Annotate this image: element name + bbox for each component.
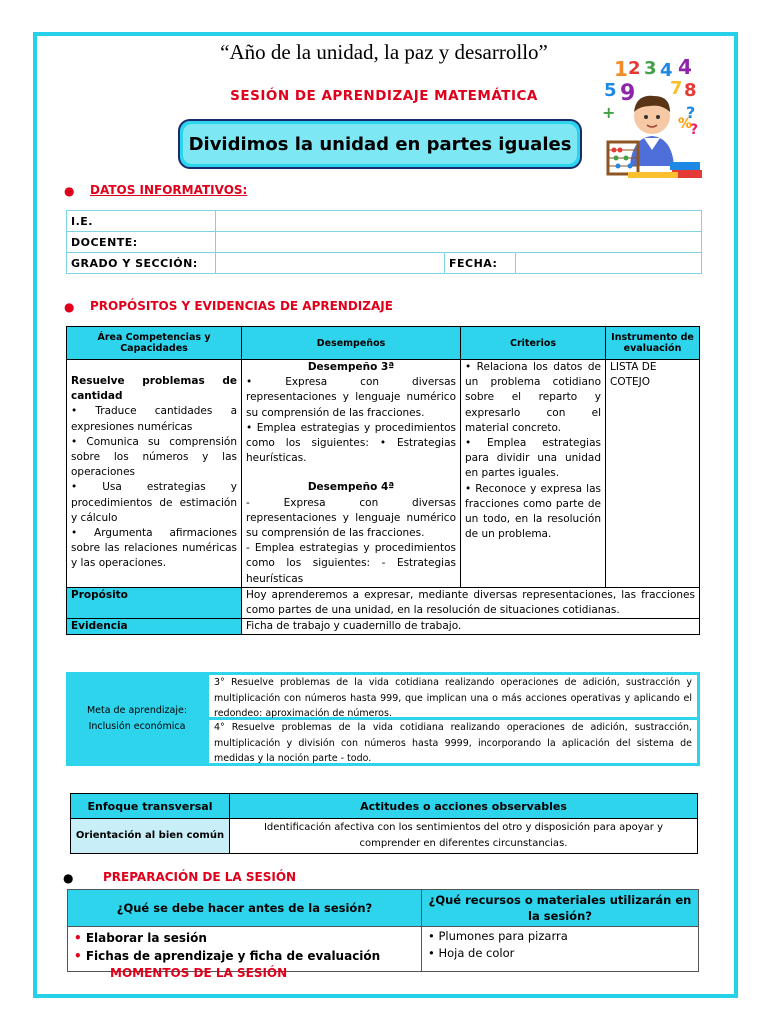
enfoque-header: Enfoque transversal xyxy=(71,794,230,819)
desempeno3-title: Desempeño 3ª xyxy=(307,361,395,373)
desempeno-item: • Expresa con diversas representaciones y lenguaje numérico su comprensión de las fracciones. xyxy=(246,376,456,419)
ie-label: I.E. xyxy=(67,211,216,232)
desempenos-cell xyxy=(242,360,461,588)
page-title: Dividimos la unidad en partes iguales xyxy=(188,133,572,155)
title-box xyxy=(178,119,582,169)
ie-field[interactable] xyxy=(216,211,702,232)
svg-text:2: 2 xyxy=(628,58,641,79)
antes-header: ¿Qué se debe hacer antes de la sesión? xyxy=(68,890,422,927)
svg-text:?: ? xyxy=(690,122,699,138)
meta-label-line2: Inclusión económica xyxy=(88,721,186,732)
momentos-heading: MOMENTOS DE LA SESIÓN xyxy=(110,966,288,980)
meta-label xyxy=(66,672,208,766)
bullet-dot-icon: ● xyxy=(63,871,74,885)
svg-text:4: 4 xyxy=(678,55,692,79)
svg-text:+: + xyxy=(602,103,616,122)
evidencia-label: Evidencia xyxy=(67,619,242,635)
enfoque-table xyxy=(70,793,698,854)
svg-text:7: 7 xyxy=(670,78,683,99)
fecha-label: FECHA: xyxy=(445,253,516,274)
svg-text:1: 1 xyxy=(614,57,628,81)
competencia-item: • Argumenta afirmaciones sobre las relaciones numéricas y las operaciones. xyxy=(71,527,237,570)
svg-text:%: % xyxy=(678,116,693,132)
proposito-label: Propósito xyxy=(67,587,242,618)
svg-text:3: 3 xyxy=(644,58,657,79)
bullet-dot-icon: ● xyxy=(64,184,75,198)
fecha-field[interactable] xyxy=(516,253,702,274)
svg-text:?: ? xyxy=(686,103,696,122)
antes-cell xyxy=(68,927,422,972)
grado-label: GRADO Y SECCIÓN: xyxy=(67,253,216,274)
criterio-item: • Relaciona los datos de un problema cotidiano sobre el reparto y expresarlo con el material concreto. xyxy=(465,361,601,434)
criterios-cell xyxy=(461,360,606,588)
competencia-title: Resuelve problemas de cantidad xyxy=(71,375,237,403)
svg-text:8: 8 xyxy=(684,80,697,101)
enfoque-text: Identificación afectiva con los sentimientos del otro y disposición para apoyar y comprender en diferentes circunstancias. xyxy=(230,819,698,854)
docente-label: DOCENTE: xyxy=(67,232,216,253)
session-subtitle: SESIÓN DE APRENDIZAJE MATEMÁTICA xyxy=(230,88,538,104)
recursos-cell xyxy=(422,927,699,972)
grado-field[interactable] xyxy=(216,253,445,274)
header-area: Área Competencias y Capacidades xyxy=(67,327,242,360)
antes-item: • Elaborar la sesión xyxy=(74,931,207,945)
preparacion-table xyxy=(67,889,699,972)
recurso-item: • Plumones para pizarra xyxy=(428,929,568,943)
motto: “Año de la unidad, la paz y desarrollo” xyxy=(220,40,548,64)
header-instrumento: Instrumento de evaluación xyxy=(606,327,700,360)
svg-text:9: 9 xyxy=(620,81,636,106)
bullet-dot-icon: ● xyxy=(64,300,75,314)
instrumento-cell: LISTA DE COTEJO xyxy=(606,360,700,588)
criterio-item: • Reconoce y expresa las fracciones como parte de un todo, en la resolución de un problema. xyxy=(465,482,601,541)
datos-heading: ● DATOS INFORMATIVOS: xyxy=(64,183,248,198)
desempeno-item: - Emplea estrategias y procedimientos como los siguientes: - Estrategias heurísticas xyxy=(246,542,456,585)
meta-label-line1: Meta de aprendizaje: xyxy=(86,705,188,716)
meta-block xyxy=(66,672,700,766)
datos-table xyxy=(66,210,702,274)
proposito-text: Hoy aprenderemos a expresar, mediante diversas representaciones, las fracciones como partes de una unidad, en la resolución de situaciones cotidianas. xyxy=(242,587,700,618)
meta-text-3: 3° Resuelve problemas de la vida cotidiana realizando operaciones de adición, sustracción y multiplicación con números hasta 999, que implican una o más acciones operativas y aplicando el redondeo: aproximación de números. xyxy=(208,674,698,718)
competencia-item: • Traduce cantidades a expresiones numéricas xyxy=(71,405,237,433)
preparacion-heading: ● PREPARACIÓN DE LA SESIÓN xyxy=(63,870,297,885)
header-desempenos: Desempeños xyxy=(242,327,461,360)
competencia-item: • Comunica su comprensión sobre los números y las operaciones xyxy=(71,435,237,479)
svg-text:4: 4 xyxy=(660,60,673,81)
criterio-item: • Emplea estrategias para dividir una unidad en partes iguales. xyxy=(465,437,601,480)
recurso-item: • Hoja de color xyxy=(428,946,515,960)
actitudes-header: Actitudes o acciones observables xyxy=(230,794,698,819)
competencia-cell xyxy=(67,360,242,588)
evidencia-text: Ficha de trabajo y cuadernillo de trabajo. xyxy=(242,619,700,635)
svg-text:5: 5 xyxy=(604,80,617,101)
propositos-heading: ● PROPÓSITOS Y EVIDENCIAS DE APRENDIZAJE xyxy=(64,299,393,314)
desempeno-item: • Emplea estrategias y procedimientos como los siguientes: • Estrategias heurísticas. xyxy=(246,421,456,465)
header-criterios: Criterios xyxy=(461,327,606,360)
numbers-kid-illustration xyxy=(598,54,706,184)
competencia-item: • Usa estrategias y procedimientos de estimación y cálculo xyxy=(71,481,237,524)
desempeno4-title: Desempeño 4ª xyxy=(307,481,395,494)
docente-field[interactable] xyxy=(216,232,702,253)
propositos-table xyxy=(66,326,700,635)
desempeno-item: - Expresa con diversas representaciones y lenguaje numérico su comprensión de las fracciones. xyxy=(246,496,456,540)
antes-item: • Fichas de aprendizaje y ficha de evaluación xyxy=(74,949,381,963)
meta-text-4: 4° Resuelve problemas de la vida cotidiana realizando operaciones de adición, sustracción, multiplicación y división con números hasta 9999, incorporando la aplicación del sistema de medidas y la noción parte - todo. xyxy=(208,719,698,764)
enfoque-label: Orientación al bien común xyxy=(71,819,230,854)
recursos-header: ¿Qué recursos o materiales utilizarán en la sesión? xyxy=(422,890,699,927)
